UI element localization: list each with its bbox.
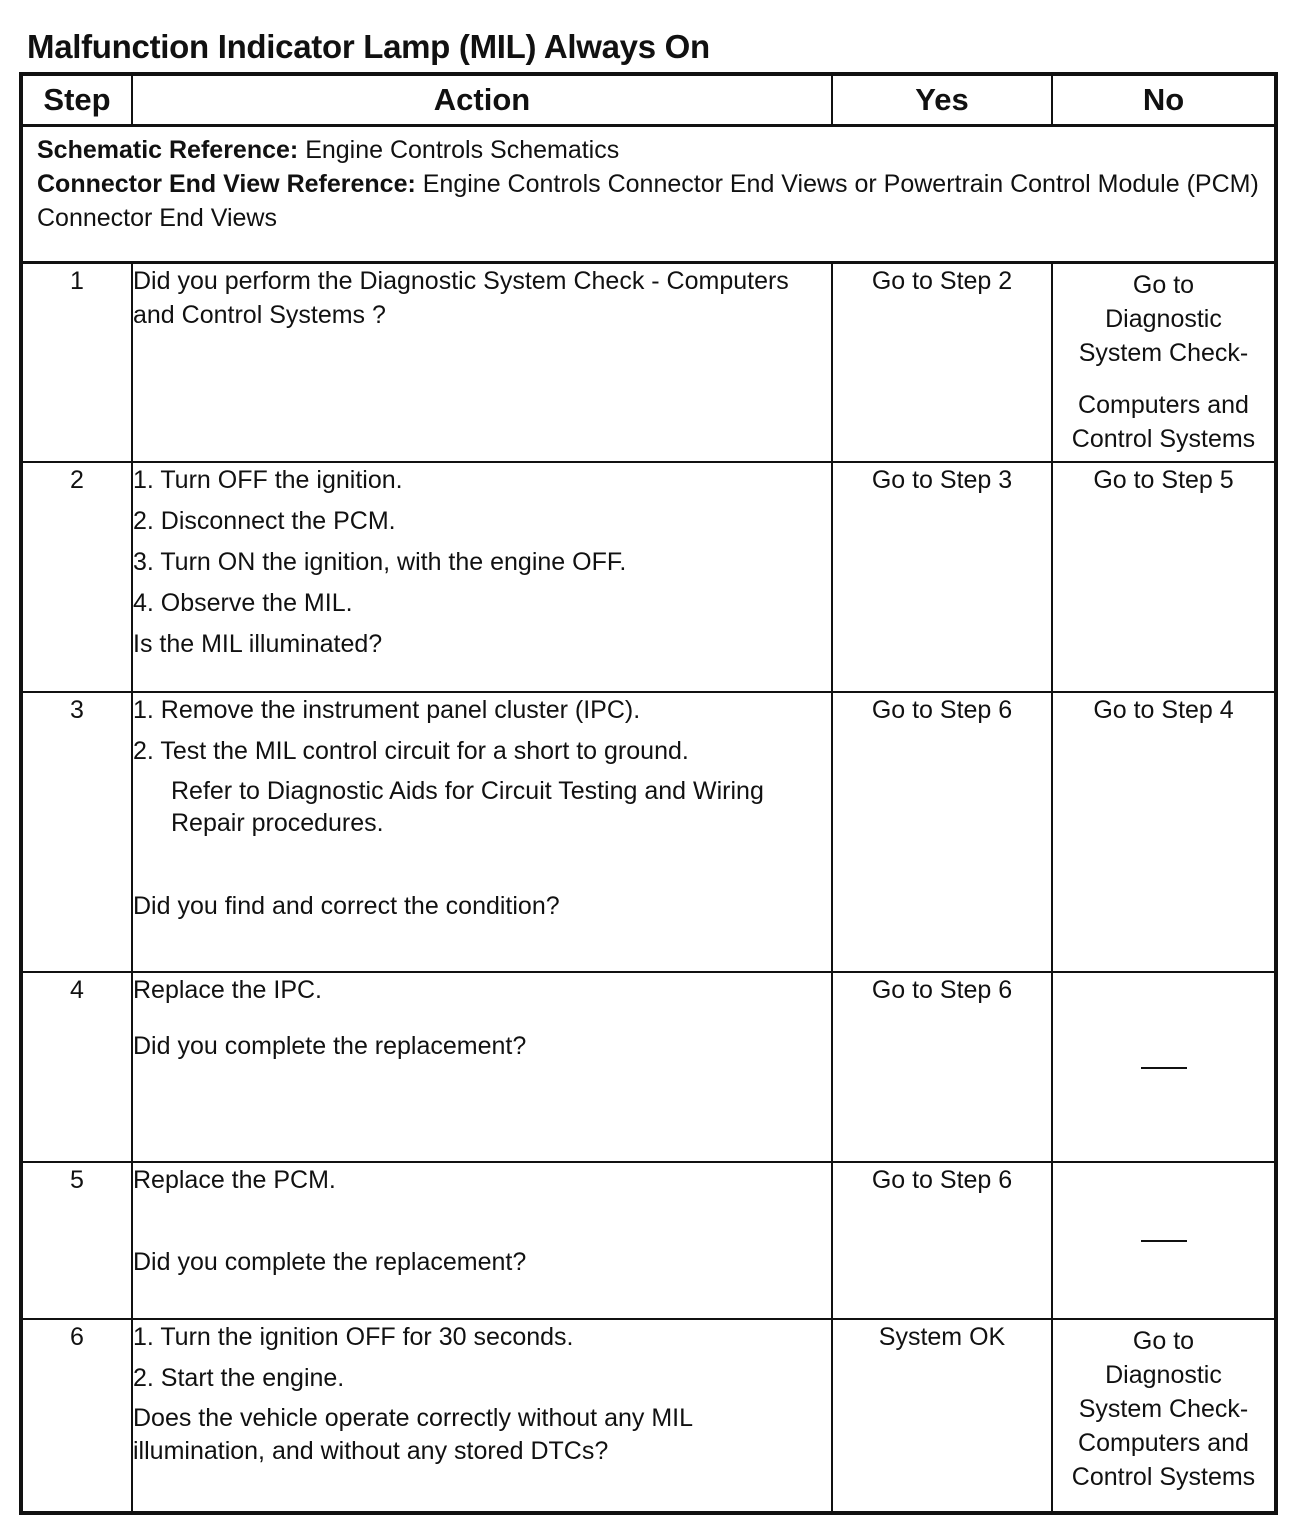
header-step: Step: [21, 74, 132, 126]
action-text: 1. Turn OFF the ignition.: [133, 465, 403, 494]
action-cell: [132, 692, 832, 972]
step-number: 4: [21, 972, 132, 1162]
action-text: 1. Remove the instrument panel cluster (IPC).: [133, 695, 641, 724]
action-text: 1. Turn the ignition OFF for 30 seconds.: [133, 1322, 574, 1351]
action-text: 2. Disconnect the PCM.: [133, 506, 396, 535]
no-text: System Check-: [1078, 339, 1249, 367]
no-text: Control Systems: [1071, 1462, 1256, 1491]
no-cell: [1052, 1319, 1276, 1513]
no-cell: Go to Step 4: [1052, 692, 1276, 972]
action-cell: [132, 462, 832, 692]
schematic-reference: [37, 133, 1260, 167]
no-text: System Check-: [1078, 1394, 1249, 1423]
no-cell: Go to Step 5: [1052, 462, 1276, 692]
step-number: 6: [21, 1319, 132, 1513]
action-text: Did you complete the replacement?: [133, 1247, 527, 1276]
schematic-reference-label: Schematic Reference:: [37, 136, 299, 164]
action-text: Is the MIL illuminated?: [133, 629, 383, 658]
action-note: Refer to Diagnostic Aids for Circuit Testing and Wiring Repair procedures.: [171, 776, 764, 837]
no-text: Computers and: [1078, 391, 1249, 419]
yes-cell: Go to Step 6: [832, 1162, 1052, 1319]
no-cell: [1052, 972, 1276, 1162]
action-text: Did you complete the replacement?: [133, 1031, 527, 1060]
action-text: Replace the PCM.: [133, 1165, 336, 1194]
action-cell: [132, 1319, 832, 1513]
no-text: Computers and: [1078, 1428, 1249, 1457]
step-number: 3: [21, 692, 132, 972]
table-row: [21, 462, 1276, 692]
table-row: [21, 972, 1276, 1162]
no-text: Diagnostic: [1105, 305, 1222, 333]
action-cell: [132, 972, 832, 1162]
action-text: Did you perform the Diagnostic System Check - Computers and Control Systems ?: [133, 267, 789, 329]
action-text: 2. Test the MIL control circuit for a short to ground.: [133, 736, 689, 765]
action-text: 3. Turn ON the ignition, with the engine OFF.: [133, 547, 627, 576]
yes-cell: System OK: [832, 1319, 1052, 1513]
action-text: 4. Observe the MIL.: [133, 588, 353, 617]
connector-reference: [37, 167, 1260, 235]
header-action: Action: [132, 74, 832, 126]
no-text: Go to: [1132, 271, 1195, 299]
header-row: [21, 74, 1276, 126]
step-number: 5: [21, 1162, 132, 1319]
no-cell: [1052, 263, 1276, 462]
table-row: [21, 1162, 1276, 1319]
schematic-reference-value: Engine Controls Schematics: [305, 136, 620, 164]
page-title: Malfunction Indicator Lamp (MIL) Always On: [27, 28, 710, 65]
connector-reference-label: Connector End View Reference:: [37, 170, 416, 198]
table-row: [21, 692, 1276, 972]
header-no: No: [1052, 74, 1276, 126]
action-cell: [132, 1162, 832, 1319]
step-number: 1: [21, 263, 132, 462]
step-number: 2: [21, 462, 132, 692]
dash-mark: [1141, 1067, 1187, 1069]
dash-mark: [1141, 1240, 1187, 1242]
no-text: Go to: [1132, 1326, 1195, 1355]
no-text: Control Systems: [1071, 425, 1256, 453]
yes-cell: Go to Step 3: [832, 462, 1052, 692]
action-text: 2. Start the engine.: [133, 1363, 345, 1392]
connector-reference-value: Engine Controls Connector End Views or Powertrain Control Module (PCM) Connector End Views: [37, 170, 1259, 232]
reference-row: [21, 126, 1276, 263]
action-text: Does the vehicle operate correctly without any MIL illumination, and without any stored DTCs?: [133, 1403, 693, 1465]
table-row: [21, 1319, 1276, 1513]
yes-cell: Go to Step 2: [832, 263, 1052, 462]
yes-cell: Go to Step 6: [832, 972, 1052, 1162]
yes-cell: Go to Step 6: [832, 692, 1052, 972]
reference-cell: [21, 126, 1276, 263]
no-cell: [1052, 1162, 1276, 1319]
table-row: [21, 263, 1276, 462]
diagnostic-table: [19, 72, 1278, 1515]
action-cell: [132, 263, 832, 462]
action-text: Replace the IPC.: [133, 975, 322, 1004]
action-text: Did you find and correct the condition?: [133, 891, 560, 920]
header-yes: Yes: [832, 74, 1052, 126]
no-text: Diagnostic: [1105, 1360, 1222, 1389]
